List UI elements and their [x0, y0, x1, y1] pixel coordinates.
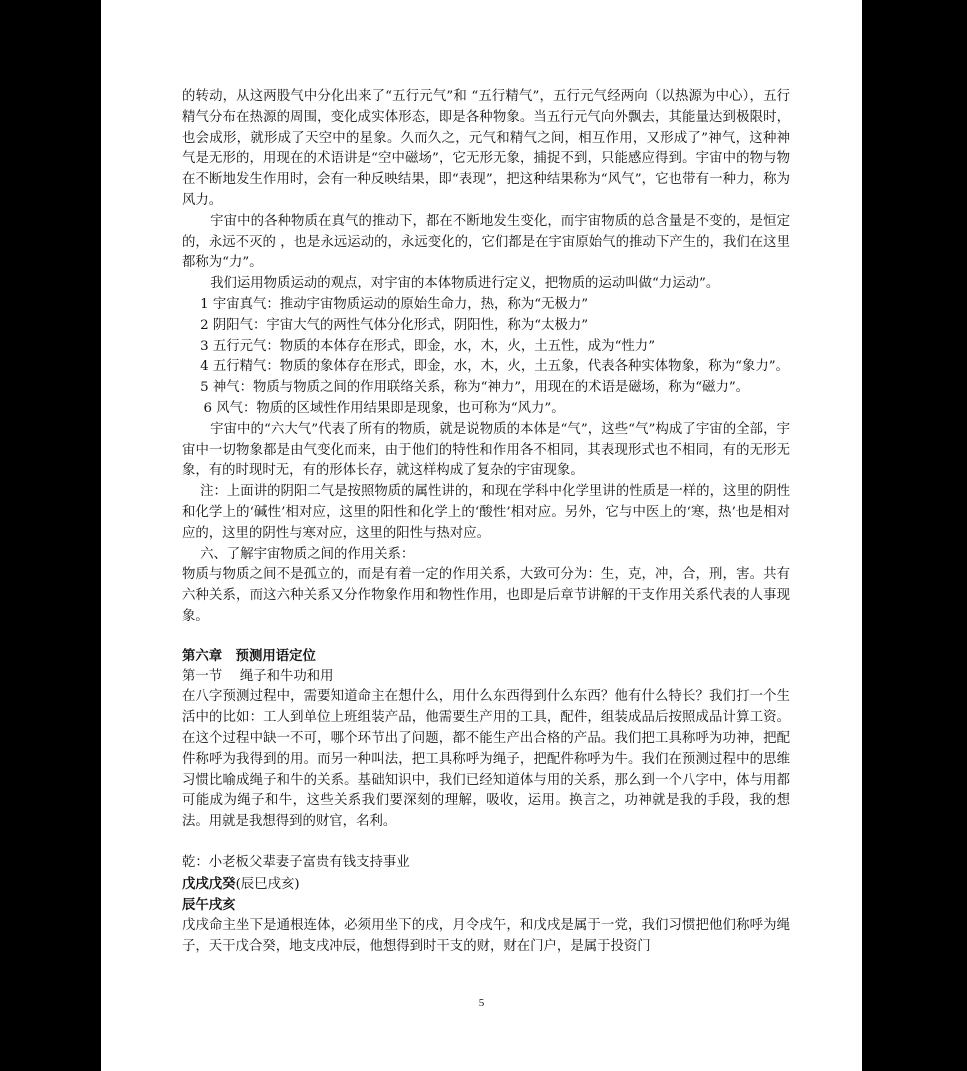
example-stems: 戊戌戊癸: [182, 875, 236, 892]
paragraph: 物质与物质之间不是孤立的，而是有着一定的作用关系，大致可分为：生，克，冲，合，刑，害。共有六种关系，而这六种关系又分作物象作用和物性作用，也即是后章节讲解的干支作用关系代表的人事现象。: [182, 567, 790, 624]
list-item: 6 风气：物质的区域性作用结果即是现象，也可称为“风力”。: [203, 400, 565, 416]
page-content: [182, 87, 790, 958]
paragraph: 戊戌命主坐下是通根连体，必须用坐下的戌，月令戌午，和戊戌是属于一党，我们习惯把他们称呼为绳子，天干戊合癸，地支戌冲辰，他想得到时干支的财，财在门户，是属于投资门: [182, 918, 790, 955]
chapter-title: 第六章 预测用语定位: [182, 647, 316, 664]
section-heading: 六、了解宇宙物质之间的作用关系：: [200, 546, 415, 562]
example-pillars: [182, 874, 790, 896]
list-item: 4 五行精气：物质的象体存在形式，即金，水，木，火，土五象，代表各种实体物象，称为“象力”。: [200, 359, 789, 375]
spacer: [182, 628, 790, 646]
paragraph: 的转动，从这两股气中分化出来了“五行元气”和 “五行精气”，五行元气经两向（以热源为中心），五行精气分布在热源的周围，变化成实体形态，即是各种物象。当五行元气向外飘去，其能量达到极限时，也会成形，就形成了天空中的星象。久而久之，元气和精气之间，相互作用，又形成了”神气，这种神气是无形的，用现在的术语讲是“空中磁场”，它无形无象，捕捉不到，只能感应得到。宇宙中的物与物在不断地发生作用时，会有一种反映结果，即“表现”，把这种结果称为“风气”，它也带有一种力，称为风力。: [182, 89, 790, 208]
example-branches-line: 辰午戌亥: [182, 897, 236, 914]
paragraph: 宇宙中的“六大气”代表了所有的物质，就是说物质的本体是“气”，这些“气”构成了宇宙的全部，宇宙中一切物象都是由气变化而来，由于他们的特性和作用各不相同，其表现形式也不相同，有的无形无象，有的时现时无，有的形体长存，就这样构成了复杂的宇宙现象。: [182, 421, 790, 479]
example-branches: (辰巳戌亥): [235, 876, 300, 892]
document-page: [101, 0, 862, 1071]
page-number: 5: [478, 997, 485, 1009]
section-title: 第一节 绳子和牛功和用: [182, 668, 334, 684]
list-item: 3 五行元气：物质的本体存在形式，即金，水，木，火，土五性，成为“性力”: [200, 338, 656, 354]
list-item: 5 神气：物质与物质之间的作用联络关系，称为“神力”，用现在的术语是磁场，称为“磁力”。: [200, 380, 750, 396]
list-item: 2 阴阳气：宇宙大气的两性气体分化形式，阴阳性，称为“太极力”: [200, 317, 589, 333]
spacer: [182, 833, 790, 853]
list-item: 1 宇宙真气：推动宇宙物质运动的原始生命力，热，称为“无极力”: [200, 296, 589, 312]
paragraph: 在八字预测过程中，需要知道命主在想什么，用什么东西得到什么东西？他有什么特长？我们打一个生活中的比如：工人到单位上班组装产品，他需要生产用的工具，配件，组装成品后按照成品计算工资。在这个过程中缺一不可，哪个环节出了问题，都不能生产出合格的产品。我们把工具称呼为功神，把配件称呼为我得到的用。而另一种叫法，把工具称呼为绳子，把配件称呼为牛。我们在预测过程中的思维习惯比喻成绳子和牛的关系。基础知识中，我们已经知道体与用的关系，那么到一个八字中，体与用都可能成为绳子和牛，这些关系我们要深刻的理解，吸收，运用。换言之，功神就是我的手段，我的想法。用就是我想得到的财官，名利。: [182, 689, 790, 830]
paragraph: 我们运用物质运动的观点，对宇宙的本体物质进行定义，把物质的运动叫做“力运动”。: [210, 276, 720, 292]
example-heading: 乾：小老板父辈妻子富贵有钱支持事业: [182, 854, 410, 870]
paragraph: 宇宙中的各种物质在真气的推动下，都在不断地发生变化，而宇宙物质的总含量是不变的，是恒定的，永远不灭的 ，也是永远运动的，永远变化的，它们都是在宇宙原始气的推动下产生的，我们在这里都称为“力”。: [182, 213, 790, 271]
note-paragraph: 注：上面讲的阴阳二气是按照物质的属性讲的，和现在学科中化学里讲的性质是一样的，这里的阴性和化学上的‘碱性’相对应，这里的阳性和化学上的‘酸性’相对应。另外，它与中医上的‘寒，热’也是相对应的，这里的阴性与寒对应，这里的阳性与热对应。: [182, 484, 790, 541]
